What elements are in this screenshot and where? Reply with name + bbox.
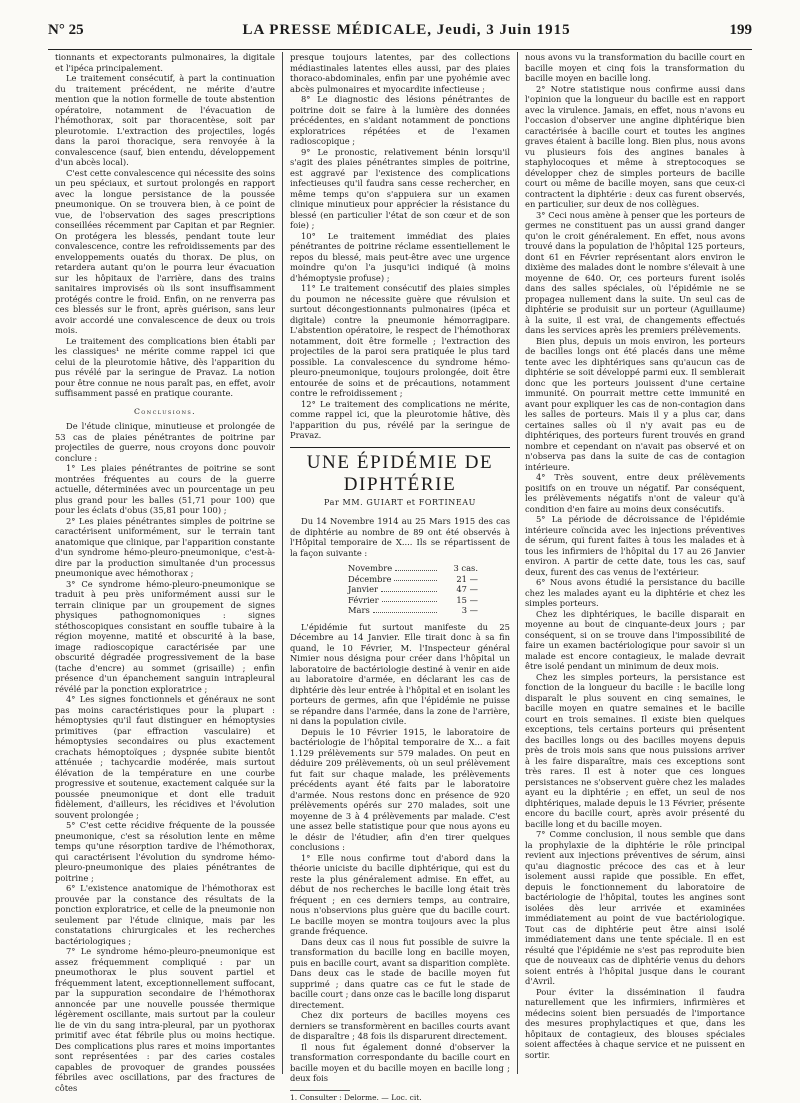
paragraph: L'épidémie fut surtout manifeste du 25 Décembre au 14 Janvier. Elle tirait donc à sa fin quand, le 10 Février, M. l'Inspecteur général Nimier nous désigna pour créer dans l'hôpital un laboratoire de bactériologie destiné à venir en aide au laboratoire d'armée, en déclarant les cas de diphtérie dès leur entrée à l'hôpital et en isolant les porteurs de germes, afin que l'épidémie ne puisse se répandre dans l'armée, dans la zone de l'arrière, ni dans la population civile. [290, 622, 510, 727]
footnote [290, 1090, 350, 1103]
table-row [348, 605, 478, 616]
paragraph: C'est cette convalescence qui nécessite des soins un peu spéciaux, et surtout prolongés en rapport avec la longue persistance de la poussée pneumonique. On se trouvera bien, à ce point de vue, de l'observation des sages prescriptions conseillées récemment par Capitan et par Regnier. On protégera les blessés, pendant toute leur convalescence, contre les refroidissements par des enveloppements ouatés du thorax. De plus, on retardera autant qu'on le pourra leur évacuation sur les hôpitaux de l'arrière, dans des trains sanitaires improvisés où ils sont insuffisamment protégés contre le froid. Enfin, on ne renverra pas ces blessés sur le front, après guérison, sans leur avoir accordé une convalescence de deux ou trois mois. [55, 168, 275, 336]
article-divider [290, 447, 510, 448]
paragraph: Dans deux cas il nous fut possible de suivre la transformation du bacille long en bacille moyen, puis en bacille court, avant sa disparition complète. Dans deux cas le stade de bacille moyen fut supprimé ; dans quatre cas ce fut le stade de bacille court ; dans onze cas le bacille long disparut directement. [290, 937, 510, 1011]
case-distribution-table [348, 563, 478, 616]
conclusion-item: 10° Le traitement immédiat des plaies pénétrantes de poitrine réclame essentiellement le repos du blessé, mais peut-être avec une urgence moindre qu'on l'a jusqu'ici indiqué (à moins d'hémoptysie profuse) ; [290, 231, 510, 284]
column-3 [517, 52, 752, 1074]
case-count: 15 — [440, 595, 478, 606]
paragraph: Chez les simples porteurs, la persistance est fonction de la longueur du bacille : le bacille long disparaît le plus souvent en cinq semaines, le bacille moyen en quatre semaines et le bacille court en trois semaines. Il existe bien quelques exceptions, tels certains porteurs qui présentent des bacilles longs ou des bacilles moyens depuis près de trois mois sans que nous puissions arriver à les faire disparaître, mais ces exceptions sont très rares. Il est à noter que ces longues persistances ne s'observent guère chez les malades ayant eu la diphtérie ; en effet, un seul de nos diphtériques, malade depuis le 13 Février, présente encore du bacille court, après avoir présenté du bacille long et du bacille moyen. [525, 672, 745, 830]
conclusion-item: 12° Le traitement des complications ne mérite, comme rappel ici, que la pleurotomie hâtive, dès l'apparition du pus, révélé par la seringue de Pravaz. [290, 399, 510, 441]
paragraph: 1° Elle nous confirme tout d'abord dans la théorie uniciste du bacille diphtérique, qui est du reste la plus généralement admise. En effet, au début de nos recherches le bacille long était très fréquent ; en ces derniers temps, au contraire, nous n'observions plus guère que du bacille court. Le bacille moyen se montra toujours avec la plus grande fréquence. [290, 853, 510, 937]
month-label: Novembre [348, 563, 392, 574]
column-1 [48, 52, 282, 1074]
column-2 [282, 52, 517, 1074]
conclusion-item: 6° L'existence anatomique de l'hémothorax est prouvée par la constance des résultats de la ponction exploratrice, et celle de la pneumonie non seulement par l'étude clinique, mais par les constatations chirurgicales et les recherches bactériologiques ; [55, 883, 275, 946]
table-row [348, 584, 478, 595]
paragraph: 7° Comme conclusion, il nous semble que dans la prophylaxie de la diphtérie le rôle principal revient aux injections préventives de sérum, ainsi qu'au diagnostic précoce des cas et à leur isolement aussi rapide que possible. En effet, depuis le fonctionnement du laboratoire de bactériologie de l'hôpital, toutes les angines sont isolées dès leur arrivée et examinées immédiatement au point de vue bactériologique. Tout cas de diphtérie peut être ainsi isolé immédiatement dans une tente spéciale. Il en est résulté que l'épidémie ne s'est pas reproduite bien que de nouveaux cas de diphtérie venus du dehors soient entrés à l'hôpital jusque dans le courant d'Avril. [525, 829, 745, 987]
journal-title: LA PRESSE MÉDICALE, Jeudi, 3 Juin 1915 [243, 22, 571, 39]
paragraph: 3° Ceci nous amène à penser que les porteurs de germes ne constituent pas un aussi grand danger qu'on le croit généralement. En effet, nous avons trouvé dans la population de l'hôpital 125 porteurs, dont 61 en Février représentant alors environ le dixième des malades dont le nombre s'élevait à une moyenne de 640. Or, ces porteurs furent isolés dans des salles spéciales, où l'épidémie ne se propagea nullement dans la suite. Un seul cas de diphtérie se produisit sur un porteur (Aguillaume) à la suite, il est vrai, de changements effectués dans les services après les premiers prélèvements. [525, 210, 745, 336]
paragraph: Chez dix porteurs de bacilles moyens ces derniers se transformèrent en bacilles courts avant de disparaître ; 48 fois ils disparurent directement. [290, 1010, 510, 1042]
paragraph: Il nous fut également donné d'observer la transformation correspondante du bacille court en bacille moyen et du bacille moyen en bacille long ; deux fois [290, 1042, 510, 1084]
month-label: Février [348, 595, 379, 606]
month-label: Janvier [348, 584, 378, 595]
section-heading-conclusions: Conclusions. [55, 407, 275, 418]
paragraph: presque toujours latentes, par des collections médiastinales latentes elles aussi, par des plaies thoraco-abdominales, enfin par une pyohémie avec abcès pulmonaires et myocardite infectieuse ; [290, 52, 510, 94]
paragraph: Du 14 Novembre 1914 au 25 Mars 1915 des cas de diphtérie au nombre de 89 ont été observés à l'Hôpital temporaire de X.... Ils se répartissent de la façon suivante : [290, 516, 510, 558]
paragraph: tionnants et expectorants pulmonaires, la digitale et l'ipéca principalement. [55, 52, 275, 73]
article-columns [48, 52, 752, 1074]
paragraph: Chez les diphtériques, le bacille disparait en moyenne au bout de cinquante-deux jours ; par conséquent, si on se trouve dans l'impossibilité de faire un examen bactériologique pour savoir si un malade est encore contagieux, le malade devrait être isolé pendant un minimum de deux mois. [525, 609, 745, 672]
issue-number: N° 25 [48, 22, 84, 39]
conclusion-item: 4° Les signes fonctionnels et généraux ne sont pas moins caractéristiques pour la plupart : hémoptysies qu'il faut distinguer en hémoptysies primitives (par effraction vasculaire) et hémoptysies secondaires ou plus exactement crachats hémoptoïques ; dyspnée subite bientôt atténuée ; tachycardie modérée, mais surtout élévation de la température en une courbe progressive et soutenue, exactement calquée sur la poussée pneumonique et dont elle traduit fidèlement, d'ailleurs, les récidives et l'évolution souvent prolongée ; [55, 694, 275, 820]
article-byline: Par MM. GUIART et FORTINEAU [290, 498, 510, 509]
paragraph: Bien plus, depuis un mois environ, les porteurs de bacilles longs ont été placés dans une même tente avec les diphtériques sans qu'aucun cas de diphtérie se soit développé parmi eux. Il semblerait donc que les porteurs jouissent d'une certaine immunité. On pourrait mettre cette immunité en avant pour expliquer les cas de non-contagion dans les salles de porteurs. Mais il y a plus car, dans certaines salles où il n'y avait pas eu de diphtériques, des porteurs furent trouvés en grand nombre et cependant on n'avait pas observé et on n'observa pas dans la suite de cas de contagion intérieure. [525, 336, 745, 473]
table-row [348, 574, 478, 585]
case-count: 47 — [440, 584, 478, 595]
paragraph: 4° Très souvent, entre deux prélèvements positifs on en trouve un négatif. Par conséquent, les prélèvements négatifs n'ont de valeur qu'à condition d'en faire au moins deux consécutifs. [525, 472, 745, 514]
month-label: Décembre [348, 574, 391, 585]
case-count: 3 — [440, 605, 478, 616]
footnote-text: 1. Consulter : Delorme. — Loc. cit. [290, 1093, 422, 1102]
paragraph: 2° Notre statistique nous confirme aussi dans l'opinion que la longueur du bacille est en rapport avec la virulence. Jamais, en effet, nous n'avons eu l'occasion d'observer une angine diphtérique bien caractérisée à bacille court et toutes les angines graves étaient à bacille long. Bien plus, nous avons vu plusieurs fois des angines banales à staphylocoques et même à streptocoques se développer chez de simples porteurs de bacille court ou même de bacille moyen, sans que ceux-ci contractent la diphtérie : deux cas furent observés, en particulier, sur deux de nos collègues. [525, 84, 745, 210]
paragraph: Pour éviter la dissémination il faudra naturellement que les infirmiers, infirmières et médecins soient bien persuadés de l'importance des mesures prophylactiques et que, dans les hôpitaux de contagieux, des blouses spéciales soient affectées à chaque service et ne puissent en sortir. [525, 987, 745, 1061]
case-count: 21 — [440, 574, 478, 585]
paragraph: Le traitement consécutif, à part la continuation du traitement précédent, ne mérite d'autre mention que la notion formelle de toute abstention opératoire, notamment de l'évacuation de l'hémothorax, soit par thoracentèse, soit par pleurotomie. L'extraction des projectiles, logés dans la paroi thoracique, sera renvoyée à la convalescence (sauf, bien entendu, développement d'un abcès local). [55, 73, 275, 168]
paragraph: nous avons vu la transformation du bacille court en bacille moyen et cinq fois la transformation du bacille moyen en bacille long. [525, 52, 745, 84]
case-count: 3 cas. [440, 563, 478, 574]
conclusion-item: 9° Le pronostic, relativement bénin lorsqu'il s'agit des plaies pénétrantes simples de poitrine, est aggravé par l'existence des complications infectieuses qu'il faudra sans cesse rechercher, en même temps qu'on s'appuiera sur un examen clinique minutieux pour apprécier la résistance du blessé (en particulier l'état de son cœur et de son foie) ; [290, 147, 510, 231]
paragraph: 6° Nous avons étudié la persistance du bacille chez les malades ayant eu la diphtérie et chez les simples porteurs. [525, 577, 745, 609]
month-label: Mars [348, 605, 370, 616]
paragraph: Depuis le 10 Février 1915, le laboratoire de bactériologie de l'hôpital temporaire de X... a fait 1.129 prélèvements sur 579 malades. On peut en déduire 209 prélèvements, où un seul prélèvement fut fait sur chaque malade, les prélèvements précédents ayant été faits par le laboratoire d'armée. Nous restons donc en présence de 920 prélèvements opérés sur 270 malades, soit une moyenne de 3 à 4 prélèvements par malade. C'est une assez belle statistique pour que nous ayons eu le désir de l'étudier, afin d'en tirer quelques conclusions : [290, 727, 510, 853]
paragraph: De l'étude clinique, minutieuse et prolongée de 53 cas de plaies pénétrantes de poitrine par projectiles de guerre, nous croyons donc pouvoir conclure : [55, 421, 275, 463]
article-title: UNE ÉPIDÉMIE DE DIPHTÉRIE [290, 452, 510, 496]
page-number: 199 [729, 22, 752, 39]
conclusion-item: 5° C'est cette récidive fréquente de la poussée pneumonique, c'est sa résolution lente en même temps qu'une résorption tardive de l'hémothorax, qui caractérisent l'évolution du syndrome hémo-pleuro-pneumonique des plaies pénétrantes de poitrine ; [55, 820, 275, 883]
table-row [348, 563, 478, 574]
paragraph: Le traitement des complications bien établi par les classiques¹ ne mérite comme rappel ici que celui de la pleurotomie hâtive, dès l'apparition du pus révélé par la seringue de Pravaz. La notion pour être connue ne nous paraît pas, en effet, avoir suffisamment passé en pratique courante. [55, 336, 275, 399]
conclusion-item: 8° Le diagnostic des lésions pénétrantes de poitrine doit se faire à la lumière des données précédentes, en s'aidant notamment de ponctions exploratrices répétées et de l'examen radioscopique ; [290, 94, 510, 147]
conclusion-item: 7° Le syndrome hémo-pleuro-pneumonique est assez fréquemment compliqué : par un pneumothorax le plus souvent partiel et fréquemment latent, exceptionnellement suffocant, par la suppuration secondaire de l'hémothorax annoncée par une nouvelle poussée thermique légèrement oscillante, mais surtout par la couleur lie de vin du sang intra-pleural, par un pyothorax primitif avec état fébrile plus ou moins hectique. Des complications plus rares et moins importantes sont représentées : par des caries costales capables de provoquer de grandes poussées fébriles avec oscillations, par des fractures de côtes [55, 946, 275, 1093]
conclusion-item: 11° Le traitement consécutif des plaies simples du poumon ne nécessite guère que révulsion et surtout décongestionnants pulmonaires (ipéca et digitale) contre la pneumonie hémorragipare. L'abstention opératoire, le respect de l'hémothorax notamment, doit être formelle ; l'extraction des projectiles de la paroi sera pratiquée le plus tard possible. La convalescence du syndrome hémo-pleuro-pneumonique, toujours prolongée, doit être entourée de soins et de précautions, notamment contre le refroidissement ; [290, 283, 510, 399]
page-header [48, 22, 752, 50]
table-row [348, 595, 478, 606]
conclusion-item: 3° Ce syndrome hémo-pleuro-pneumonique se traduit à peu près uniformément aussi sur le terrain clinique par un groupement de signes physiques pathognomoniques : signes stéthoscopiques consistant en souffle tubaire à la région moyenne, matité et obscurité à la base, image radioscopique caractérisée par une obscurité dégradée progressivement de la base (tache d'encre) au sommet (grisaille) ; enfin présence d'un épanchement sanguin intrapleural révélé par la ponction exploratrice ; [55, 579, 275, 695]
paragraph: 5° La période de décroissance de l'épidémie intérieure coïncida avec les injections préventives de sérum, qui furent faites à tous les malades et à tous les infirmiers de l'hôpital du 17 au 26 Janvier environ. A partir de cette date, tous les cas, sauf deux, furent des cas venus de l'extérieur. [525, 514, 745, 577]
conclusion-item: 2° Les plaies pénétrantes simples de poitrine se caractérisent uniformément, sur le terrain tant anatomique que clinique, par l'apparition constante d'un syndrome hémo-pleuro-pneumonique, c'est-à-dire par la production simultanée d'un processus pneumonique avec hémothorax ; [55, 516, 275, 579]
conclusion-item: 1° Les plaies pénétrantes de poitrine se sont montrées fréquentes au cours de la guerre actuelle, déterminées avec un pourcentage un peu plus grand pour les balles (51,71 pour 100) que pour les éclats d'obus (35,81 pour 100) ; [55, 463, 275, 516]
